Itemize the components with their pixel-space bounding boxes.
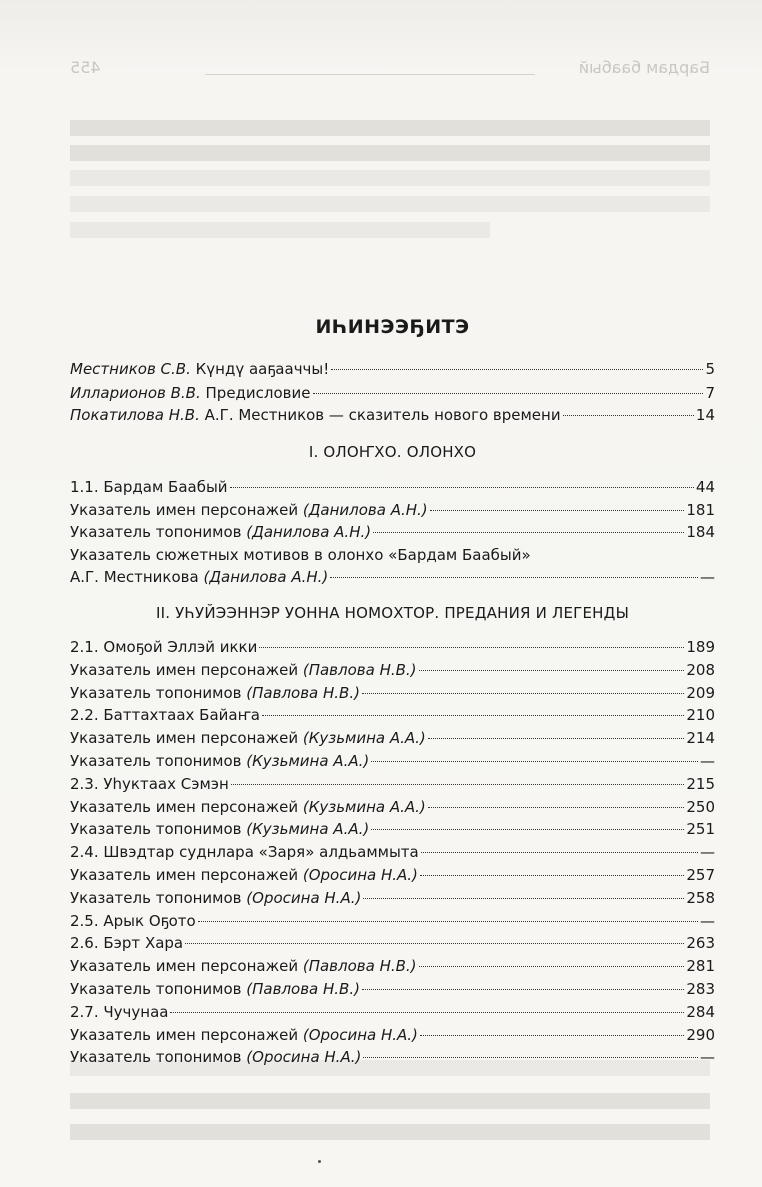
toc-entry (70, 796, 715, 818)
dot-leader (428, 738, 685, 739)
toc-entry (70, 566, 715, 588)
toc-entry (70, 864, 715, 886)
entry-author: (Оросина Н.А.) (302, 866, 418, 884)
entry-author: Покатилова Н.В. (70, 406, 200, 424)
entry-title: А.Г. Местников — сказитель нового времени (199, 406, 561, 424)
bleedthrough-line (70, 170, 710, 186)
entry-page: 250 (686, 797, 715, 816)
section-heading-2: II. УҺУЙЭЭННЭР УОННА НОМОХТОР. ПРЕДАНИЯ И ЛЕГЕНДЫ (155, 604, 630, 622)
entry-title: 2.4. Швэдтар суднлара «Заря» алдьаммыта (70, 843, 419, 862)
entry-author: (Оросина Н.А.) (246, 1048, 362, 1067)
entry-page: — (700, 843, 715, 862)
entry-title: 2.3. Уһуктаах Сэмэн (70, 774, 229, 793)
entry-author: Илларионов В.В. (70, 384, 201, 402)
entry-title: Указатель топонимов (70, 1048, 247, 1067)
dot-leader (430, 510, 685, 511)
entry-page: 283 (686, 980, 715, 998)
toc-entry (70, 750, 715, 772)
entry-page: 258 (686, 888, 715, 907)
toc-entry (70, 1001, 715, 1023)
entry-author: (Павлова Н.В.) (302, 957, 417, 976)
entry-author: (Павлова Н.В.) (246, 683, 360, 702)
entry-author: (Кузьмина А.А.) (246, 820, 370, 839)
entry-author: Местников С.В. (70, 360, 191, 378)
entry-page: 7 (705, 384, 715, 402)
toc-entry (70, 932, 715, 954)
entry-title: 2.6. Бэрт Хара (70, 934, 184, 953)
entry-title: Указатель топонимов (70, 752, 247, 770)
dot-leader (170, 1012, 684, 1013)
entry-page: 44 (695, 478, 715, 496)
entry-author: (Оросина Н.А.) (302, 1025, 418, 1044)
toc-entry (70, 1046, 715, 1068)
entry-title: Указатель имен персонажей (70, 729, 303, 748)
entry-page: 215 (686, 774, 715, 793)
entry-page: 290 (686, 1025, 715, 1044)
entry-title: Указатель топонимов (70, 683, 247, 702)
entry-title: Указатель имен персонажей (70, 866, 303, 884)
dot-leader (419, 966, 685, 967)
entry-author: (Данилова А.Н.) (203, 568, 329, 586)
toc-entry (70, 499, 715, 521)
bleedthrough-line (70, 145, 710, 161)
toc-entry (70, 636, 715, 658)
dot-leader (363, 1057, 698, 1058)
entry-author: (Павлова Н.В.) (302, 660, 417, 679)
entry-title: Указатель имен персонажей (70, 1025, 303, 1044)
toc-entry (70, 682, 715, 704)
entry-page: 214 (686, 729, 715, 748)
bleedthrough-line (70, 196, 710, 212)
dot-leader (330, 577, 698, 578)
toc-entry (70, 476, 715, 498)
dot-leader (185, 943, 684, 944)
entry-page: — (700, 1048, 715, 1067)
entry-title: Указатель имен персонажей (70, 501, 303, 519)
entry-author: (Данилова А.Н.) (302, 501, 428, 519)
dot-leader (262, 715, 684, 716)
entry-title: Указатель имен персонажей (70, 797, 303, 816)
entry-title: 2.7. Чучунаа (70, 1002, 169, 1021)
entry-page: 184 (686, 523, 715, 541)
entry-title: Указатель топонимов (70, 888, 247, 907)
toc-entry (70, 727, 715, 749)
bleedthrough-line (70, 120, 710, 136)
entry-author: (Оросина Н.А.) (246, 888, 362, 907)
entry-author: (Кузьмина А.А.) (302, 729, 426, 748)
toc-entry (70, 841, 715, 863)
toc-entry (70, 978, 715, 1000)
bleedthrough-line (70, 1093, 710, 1109)
dot-leader (371, 829, 684, 830)
dot-leader (363, 898, 684, 899)
dot-leader (362, 693, 684, 694)
entry-page: 210 (686, 706, 715, 725)
toc-entry (70, 404, 715, 426)
entry-page: 263 (686, 934, 715, 953)
entry-title: 2.1. Омоҕой Эллэй икки (70, 638, 258, 656)
dot-leader (563, 415, 694, 416)
entry-page: 257 (686, 866, 715, 884)
bleedthrough-line (70, 222, 490, 238)
entry-title: Указатель имен персонажей (70, 957, 303, 976)
toc-entry (70, 358, 715, 380)
running-header-page: 455 (70, 58, 101, 77)
entry-title: Указатель топонимов (70, 523, 247, 541)
entry-author: (Данилова А.Н.) (246, 523, 372, 541)
entry-page: 181 (686, 501, 715, 519)
toc-entry (70, 773, 715, 795)
toc-entry (70, 887, 715, 909)
dot-leader (428, 807, 685, 808)
dot-leader (259, 647, 684, 648)
entry-page: 284 (686, 1002, 715, 1021)
toc-entry (70, 955, 715, 977)
entry-title: Күндү ааҕааччы! (190, 360, 330, 378)
entry-author: (Кузьмина А.А.) (302, 797, 426, 816)
running-header-title: Бардам баабый (578, 58, 710, 77)
ink-speck (318, 1160, 321, 1163)
entry-page: 5 (705, 360, 715, 378)
toc-entry (70, 521, 715, 543)
section-heading-1: I. ОЛОҤХО. ОЛОНХО (308, 443, 477, 461)
dot-leader (421, 852, 698, 853)
entry-page: 251 (686, 820, 715, 839)
entry-author: (Кузьмина А.А.) (246, 752, 370, 770)
entry-title: 2.2. Баттахтаах Байаҥа (70, 706, 260, 725)
entry-title: Указатель имен персонажей (70, 660, 303, 679)
dot-leader (420, 1035, 684, 1036)
entry-page: 14 (695, 406, 715, 424)
entry-page: — (700, 568, 715, 586)
dot-leader (362, 989, 684, 990)
dot-leader (313, 393, 704, 394)
toc-entry (70, 910, 715, 932)
entry-title: Указатель топонимов (70, 820, 247, 839)
dot-leader (231, 784, 685, 785)
entry-title: 2.5. Арык Оҕото (70, 911, 196, 930)
entry-page: 189 (686, 638, 715, 656)
dot-leader (373, 532, 684, 533)
entry-page: — (700, 911, 715, 930)
entry-page: — (700, 752, 715, 770)
page-title: ИҺИНЭЭҔИТЭ (315, 316, 470, 338)
entry-title: Предисловие (200, 384, 311, 402)
toc-entry (70, 1024, 715, 1046)
toc-entry (70, 818, 715, 840)
bleedthrough-line (70, 1124, 710, 1140)
entry-page: 208 (686, 660, 715, 679)
entry-page: 209 (686, 683, 715, 702)
entry-title: 1.1. Бардам Баабый (70, 478, 228, 496)
dot-leader (420, 875, 684, 876)
motif-index-line: Указатель сюжетных мотивов в олонхо «Бардам Баабый» (70, 546, 531, 564)
dot-leader (371, 761, 698, 762)
dot-leader (230, 487, 694, 488)
dot-leader (198, 921, 698, 922)
dot-leader (419, 670, 685, 671)
entry-title: Указатель топонимов (70, 980, 247, 998)
toc-entry (70, 659, 715, 681)
entry-page: 281 (686, 957, 715, 976)
header-rule (205, 74, 535, 75)
entry-title: А.Г. Местникова (70, 568, 204, 586)
dot-leader (331, 369, 703, 370)
entry-author: (Павлова Н.В.) (246, 980, 360, 998)
toc-entry (70, 704, 715, 726)
toc-entry (70, 382, 715, 404)
